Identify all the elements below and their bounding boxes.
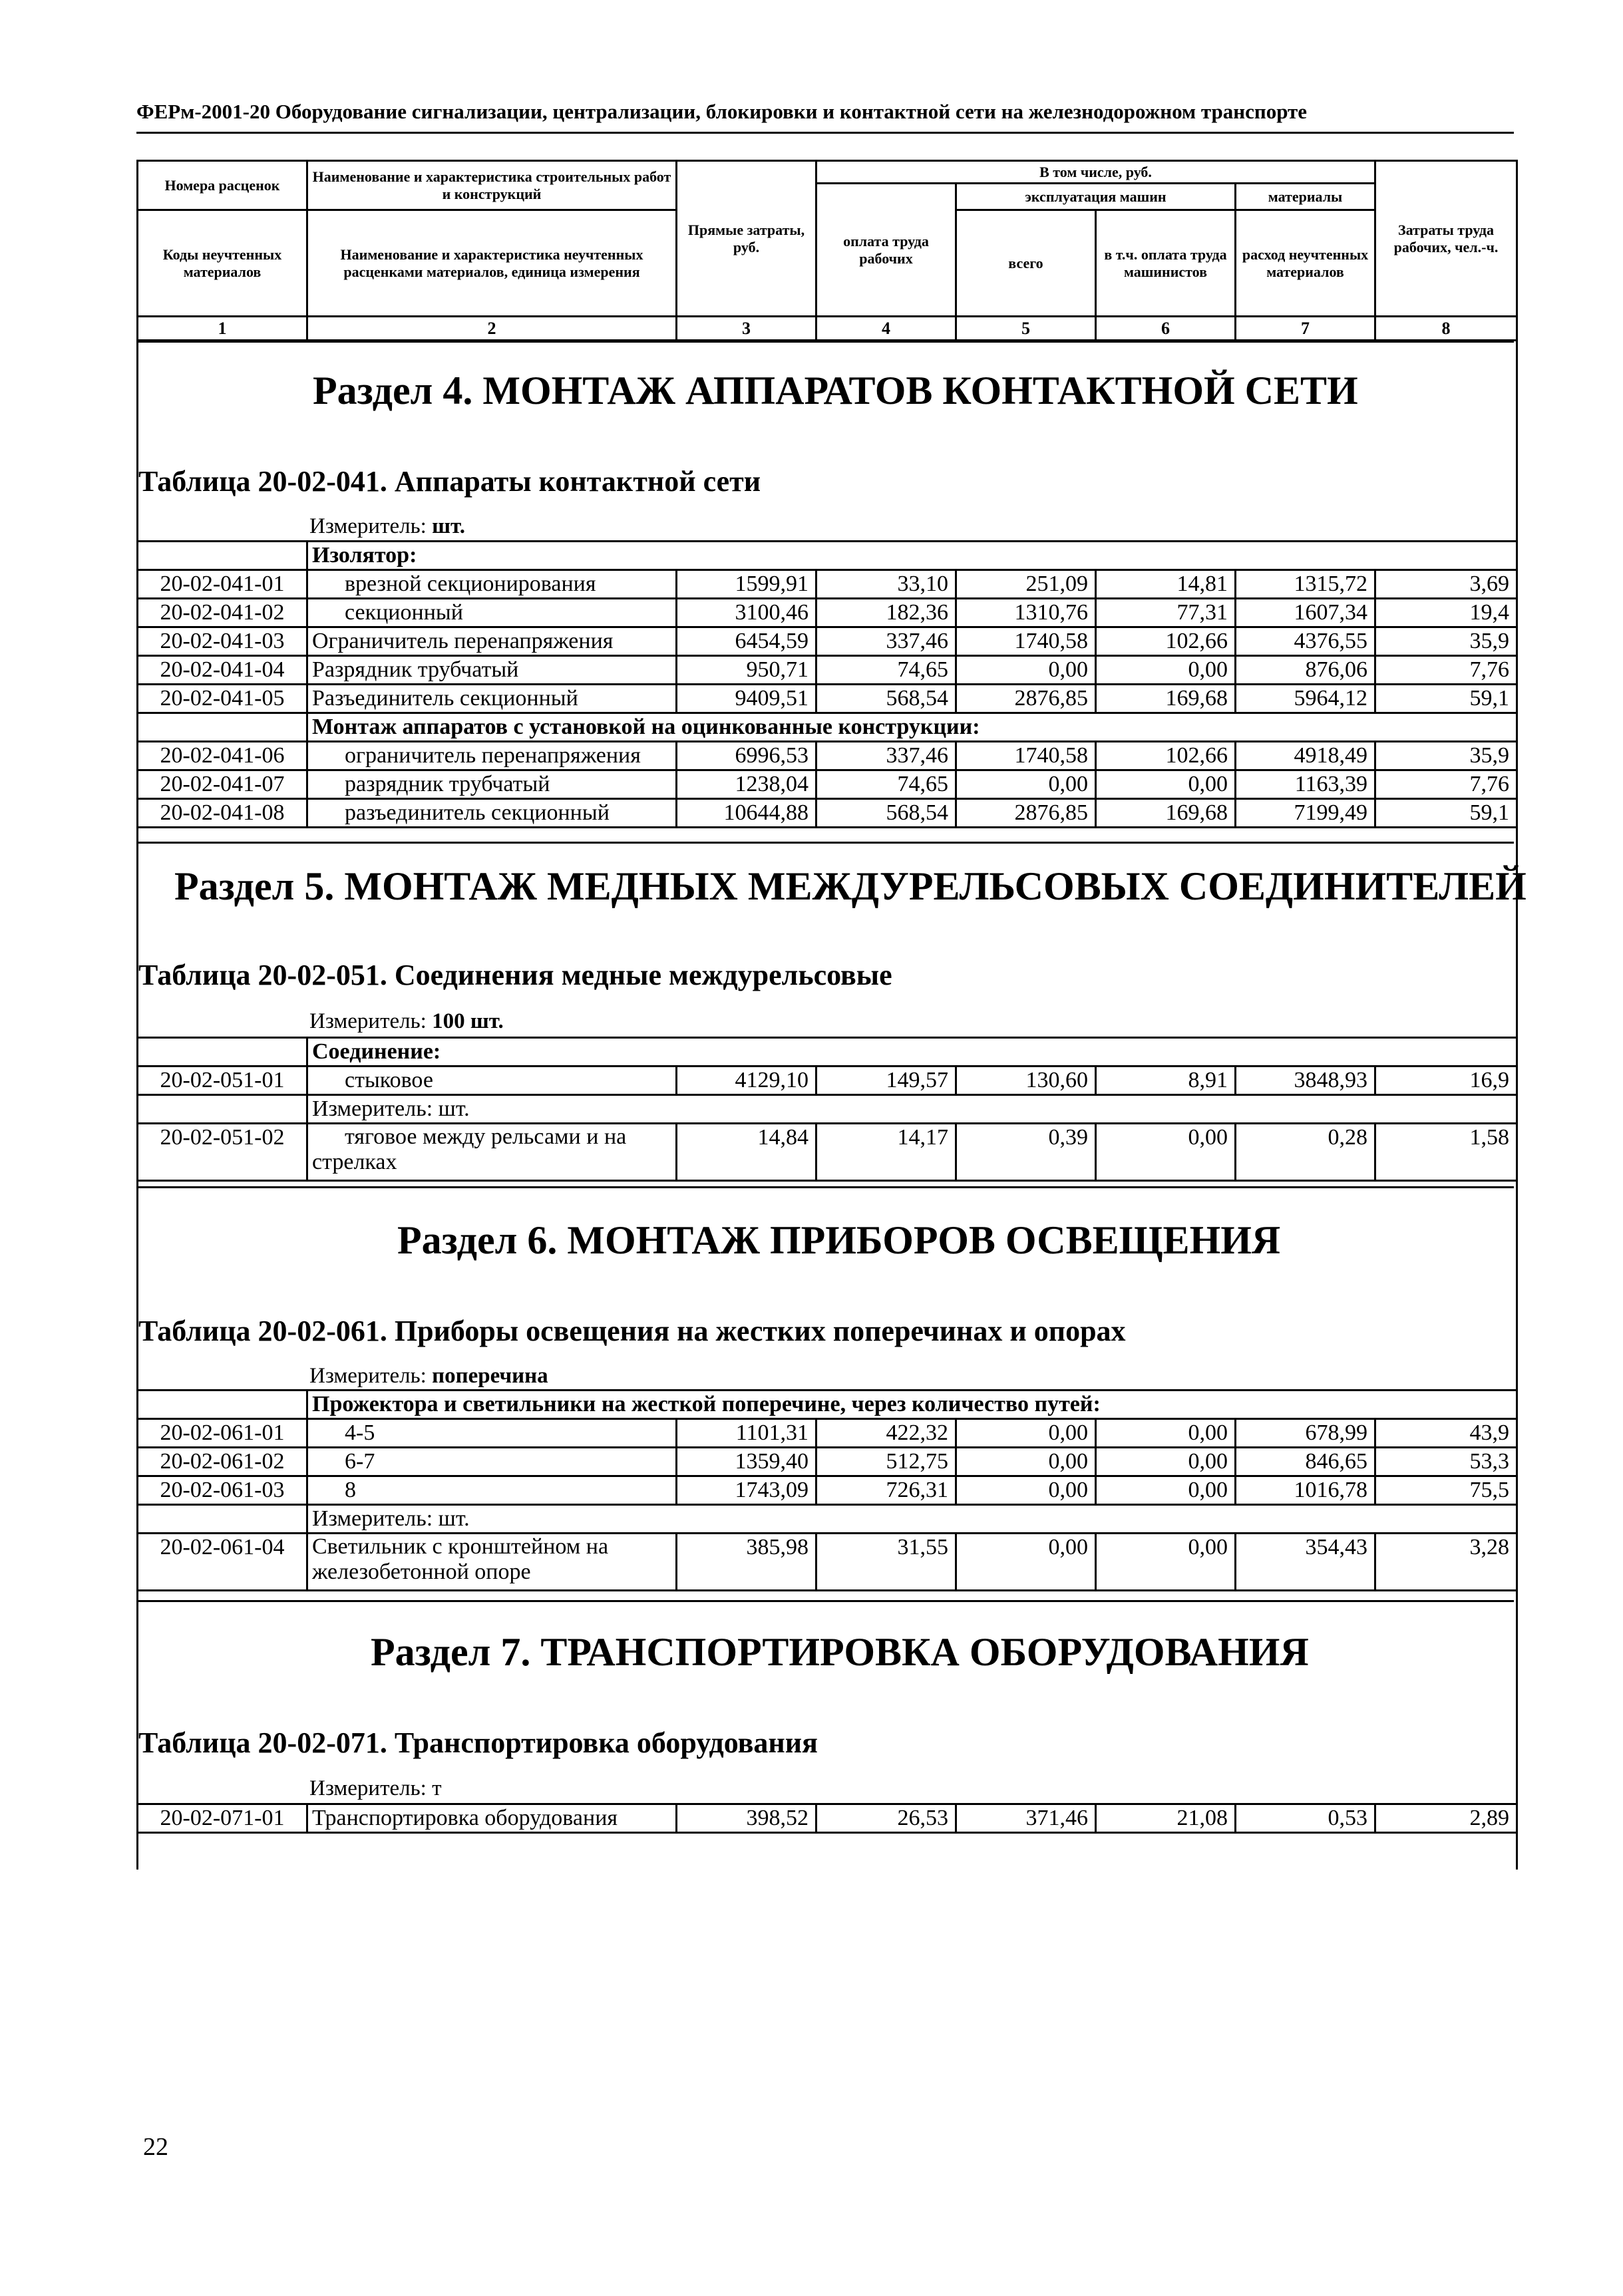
- col-works-header: Наименование и характеристика строительных работ и конструкций: [307, 161, 677, 210]
- section-4-title: Раздел 4. МОНТАЖ АППАРАТОВ КОНТАКТНОЙ СЕТИ: [313, 369, 1358, 412]
- table-row: 20-02-041-08 разъединитель секционный 10644,88 568,54 2876,85 169,68 7199,49 59,1: [138, 799, 1517, 828]
- table-071-title: Таблица 20-02-071. Транспортировка оборудования: [138, 1726, 818, 1759]
- table-row: 20-02-041-04 Разрядник трубчатый 950,71 74,65 0,00 0,00 876,06 7,76: [138, 656, 1517, 685]
- section-separator: [136, 1600, 1514, 1602]
- table-row: 20-02-041-02 секционный 3100,46 182,36 1310,76 77,31 1607,34 19,4: [138, 599, 1517, 627]
- table-051: [136, 1037, 1518, 1182]
- page-number: 22: [143, 2133, 168, 2161]
- col-number-2: 2: [307, 317, 677, 341]
- group-label: Монтаж аппаратов с установкой на оцинкованные конструкции:: [307, 713, 1517, 742]
- col-number-8: 8: [1375, 317, 1517, 341]
- table-061-title: Таблица 20-02-061. Приборы освещения на жестких поперечинах и опорах: [138, 1315, 1126, 1347]
- col-number-1: 1: [138, 317, 307, 341]
- table-041: [136, 540, 1518, 828]
- col-number-5: 5: [956, 317, 1096, 341]
- table-row: 20-02-041-03 Ограничитель перенапряжения 6454,59 337,46 1740,58 102,66 4376,55 35,9: [138, 627, 1517, 656]
- page-header: ФЕРм-2001-20 Оборудование сигнализации, централизации, блокировки и контактной сети на железнодорожном транспорте: [136, 100, 1308, 123]
- table-row: 20-02-061-01 4-5 1101,31 422,32 0,00 0,00 678,99 43,9: [138, 1419, 1517, 1448]
- group-label: Прожектора и светильники на жесткой поперечине, через количество путей:: [307, 1391, 1517, 1419]
- section-separator: [136, 1186, 1514, 1188]
- col-number-4: 4: [816, 317, 956, 341]
- section-5-title: Раздел 5. МОНТАЖ МЕДНЫХ МЕЖДУРЕЛЬСОВЫХ СОЕДИНИТЕЛЕЙ: [174, 864, 1527, 908]
- col-materials-name-header: Наименование и характеристика неучтенных расценками материалов, единица измерения: [307, 210, 677, 317]
- table-061-measure: Измеритель: поперечина: [309, 1364, 548, 1388]
- col-number-3: 3: [677, 317, 816, 341]
- section-6-title: Раздел 6. МОНТАЖ ПРИБОРОВ ОСВЕЩЕНИЯ: [397, 1218, 1281, 1262]
- table-row: 20-02-061-04 Светильник с кронштейном на железобетонной опоре 385,98 31,55 0,00 0,00 354,43 3,28: [138, 1534, 1517, 1591]
- col-labor-hours-header: Затраты труда рабочих, чел.-ч.: [1375, 161, 1517, 317]
- table-row: 20-02-041-01 врезной секционирования 1599,91 33,10 251,09 14,81 1315,72 3,69: [138, 570, 1517, 599]
- table-row: 20-02-041-05 Разъединитель секционный 9409,51 568,54 2876,85 169,68 5964,12 59,1: [138, 685, 1517, 713]
- table-051-title: Таблица 20-02-051. Соединения медные междурельсовые: [138, 959, 892, 991]
- col-direct-cost-header: Прямые затраты, руб.: [677, 161, 816, 317]
- table-061: [136, 1389, 1518, 1591]
- col-labor-pay-header: оплата труда рабочих: [816, 184, 956, 317]
- section-7-title: Раздел 7. ТРАНСПОРТИРОВКА ОБОРУДОВАНИЯ: [371, 1630, 1309, 1674]
- table-row: 20-02-051-02 тяговое между рельсами и на стрелках 14,84 14,17 0,39 0,00 0,28 1,58: [138, 1124, 1517, 1181]
- table-row: 20-02-041-07 разрядник трубчатый 1238,04 74,65 0,00 0,00 1163,39 7,76: [138, 770, 1517, 799]
- col-material-codes-header: Коды неучтенных материалов: [138, 210, 307, 317]
- table-row: 20-02-061-03 8 1743,09 726,31 0,00 0,00 1016,78 75,5: [138, 1476, 1517, 1505]
- col-material-usage-header: расход неучтенных материалов: [1236, 210, 1375, 317]
- header-rule: [136, 132, 1514, 134]
- table-041-title: Таблица 20-02-041. Аппараты контактной сети: [138, 465, 761, 498]
- col-including-header: В том числе, руб.: [816, 161, 1375, 184]
- col-machines-header: эксплуатация машин: [956, 184, 1236, 210]
- section-separator: [136, 341, 1514, 343]
- group-label: Изолятор:: [307, 542, 1517, 570]
- table-row: 20-02-051-01 стыковое 4129,10 149,57 130,60 8,91 3848,93 16,9: [138, 1066, 1517, 1095]
- col-number-7: 7: [1236, 317, 1375, 341]
- table-071-measure: Измеритель: т: [309, 1776, 442, 1800]
- measure-label: Измеритель: шт.: [307, 1505, 1517, 1534]
- table-row: 20-02-061-02 6-7 1359,40 512,75 0,00 0,00 846,65 53,3: [138, 1448, 1517, 1476]
- table-051-measure: Измеритель: 100 шт.: [309, 1009, 504, 1033]
- table-row: 20-02-041-06 ограничитель перенапряжения 6996,53 337,46 1740,58 102,66 4918,49 35,9: [138, 742, 1517, 770]
- col-operator-pay-header: в т.ч. оплата труда машинистов: [1096, 210, 1236, 317]
- table-041-measure: Измеритель: шт.: [309, 514, 465, 538]
- column-header-table: [136, 160, 1518, 341]
- col-machines-total-header: всего: [956, 210, 1096, 317]
- measure-label: Измеритель: шт.: [307, 1095, 1517, 1124]
- col-materials-header: материалы: [1236, 184, 1375, 210]
- group-label: Соединение:: [307, 1038, 1517, 1066]
- col-rates-header: Номера расценок: [138, 161, 307, 210]
- table-row: 20-02-071-01 Транспортировка оборудования 398,52 26,53 371,46 21,08 0,53 2,89: [138, 1804, 1517, 1833]
- col-number-6: 6: [1096, 317, 1236, 341]
- section-separator: [136, 842, 1514, 844]
- table-071: [136, 1803, 1518, 1834]
